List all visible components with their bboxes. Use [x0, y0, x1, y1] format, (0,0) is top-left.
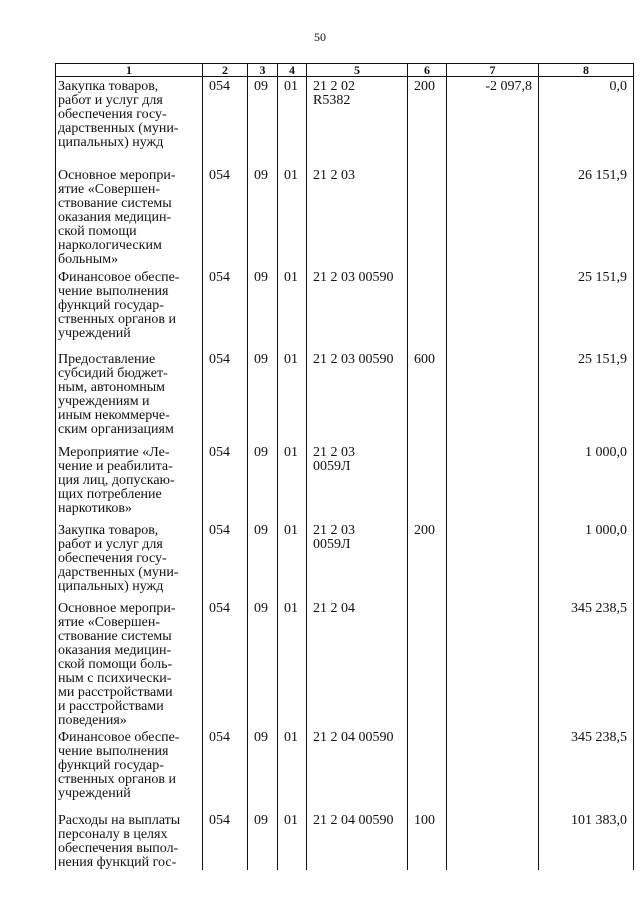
- row-expense-type: [408, 728, 447, 811]
- row-amount: 25 151,9: [539, 350, 634, 443]
- row-ministry-code: 054: [203, 443, 248, 521]
- table-row: [56, 166, 634, 268]
- row-amount: 25 151,9: [539, 268, 634, 350]
- row-ministry-code: 054: [203, 728, 248, 811]
- row-expense-type: 600: [408, 350, 447, 443]
- row-name: Закупка товаров, работ и услуг для обеспечения госу- дарственных (муни- ципальных) нужд: [56, 521, 203, 599]
- column-header-7: 7: [447, 64, 539, 77]
- row-subsection-code: 01: [278, 268, 307, 350]
- column-header-6: 6: [408, 64, 447, 77]
- row-expense-type: [408, 268, 447, 350]
- row-change: [447, 599, 539, 728]
- table-row: [56, 728, 634, 811]
- table-row: [56, 350, 634, 443]
- row-name: Основное меропри- ятие «Совершен- ствование системы оказания медицин- ской помощи наркологическим больным»: [56, 166, 203, 268]
- row-ministry-code: 054: [203, 77, 248, 166]
- row-amount: 0,0: [539, 77, 634, 166]
- row-ministry-code: 054: [203, 599, 248, 728]
- column-header-5: 5: [307, 64, 408, 77]
- row-subsection-code: 01: [278, 166, 307, 268]
- table-row: [56, 443, 634, 521]
- row-change: [447, 268, 539, 350]
- column-header-2: 2: [203, 64, 248, 77]
- row-amount: 101 383,0: [539, 811, 634, 870]
- row-name: Мероприятие «Ле- чение и реабилита- ция лиц, допускаю- щих потребление наркотиков»: [56, 443, 203, 521]
- row-change: [447, 350, 539, 443]
- row-change: [447, 443, 539, 521]
- row-change: -2 097,8: [447, 77, 539, 166]
- table-row: [56, 811, 634, 870]
- row-name: Закупка товаров, работ и услуг для обеспечения госу- дарственных (муни- ципальных) нужд: [56, 77, 203, 166]
- row-change: [447, 166, 539, 268]
- row-target-code: 21 2 03: [307, 166, 408, 268]
- row-name: Предоставление субсидий бюджет- ным, автономным учреждениям и иным некоммерче- ским организациям: [56, 350, 203, 443]
- row-amount: 345 238,5: [539, 599, 634, 728]
- row-section-code: 09: [248, 599, 278, 728]
- row-section-code: 09: [248, 77, 278, 166]
- table-row: [56, 599, 634, 728]
- row-target-code: 21 2 03 0059Л: [307, 443, 408, 521]
- row-subsection-code: 01: [278, 521, 307, 599]
- row-ministry-code: 054: [203, 811, 248, 870]
- row-section-code: 09: [248, 443, 278, 521]
- column-header-8: 8: [539, 64, 634, 77]
- row-target-code: 21 2 03 00590: [307, 268, 408, 350]
- page-number: 50: [314, 30, 326, 44]
- row-name: Основное меропри- ятие «Совершен- ствование системы оказания медицин- ской помощи боль- ным с психически- ми расстройствами и расстройствами поведения»: [56, 599, 203, 728]
- row-subsection-code: 01: [278, 350, 307, 443]
- table-row: [56, 521, 634, 599]
- row-target-code: 21 2 04: [307, 599, 408, 728]
- row-name: Финансовое обеспе- чение выполнения функций государ- ственных органов и учреждений: [56, 728, 203, 811]
- row-section-code: 09: [248, 728, 278, 811]
- row-change: [447, 811, 539, 870]
- row-section-code: 09: [248, 521, 278, 599]
- row-amount: 26 151,9: [539, 166, 634, 268]
- row-target-code: 21 2 02 R5382: [307, 77, 408, 166]
- row-ministry-code: 054: [203, 268, 248, 350]
- row-subsection-code: 01: [278, 599, 307, 728]
- budget-table: [55, 63, 634, 870]
- row-target-code: 21 2 03 00590: [307, 350, 408, 443]
- row-expense-type: [408, 443, 447, 521]
- row-amount: 1 000,0: [539, 521, 634, 599]
- row-amount: 1 000,0: [539, 443, 634, 521]
- row-expense-type: [408, 166, 447, 268]
- row-ministry-code: 054: [203, 521, 248, 599]
- table-row: [56, 77, 634, 166]
- row-change: [447, 521, 539, 599]
- row-ministry-code: 054: [203, 350, 248, 443]
- table-row: [56, 268, 634, 350]
- row-section-code: 09: [248, 268, 278, 350]
- row-ministry-code: 054: [203, 166, 248, 268]
- row-expense-type: [408, 599, 447, 728]
- row-target-code: 21 2 04 00590: [307, 811, 408, 870]
- row-target-code: 21 2 04 00590: [307, 728, 408, 811]
- row-section-code: 09: [248, 811, 278, 870]
- row-amount: 345 238,5: [539, 728, 634, 811]
- row-section-code: 09: [248, 350, 278, 443]
- column-header-3: 3: [248, 64, 278, 77]
- row-expense-type: 200: [408, 77, 447, 166]
- row-name: Финансовое обеспе- чение выполнения функций государ- ственных органов и учреждений: [56, 268, 203, 350]
- row-subsection-code: 01: [278, 811, 307, 870]
- column-header-1: 1: [56, 64, 203, 77]
- row-change: [447, 728, 539, 811]
- row-subsection-code: 01: [278, 77, 307, 166]
- row-section-code: 09: [248, 166, 278, 268]
- row-target-code: 21 2 03 0059Л: [307, 521, 408, 599]
- column-header-4: 4: [278, 64, 307, 77]
- table-header-row: [56, 64, 634, 77]
- row-name: Расходы на выплаты персоналу в целях обеспечения выпол- нения функций гос-: [56, 811, 203, 870]
- row-expense-type: 100: [408, 811, 447, 870]
- row-expense-type: 200: [408, 521, 447, 599]
- row-subsection-code: 01: [278, 443, 307, 521]
- row-subsection-code: 01: [278, 728, 307, 811]
